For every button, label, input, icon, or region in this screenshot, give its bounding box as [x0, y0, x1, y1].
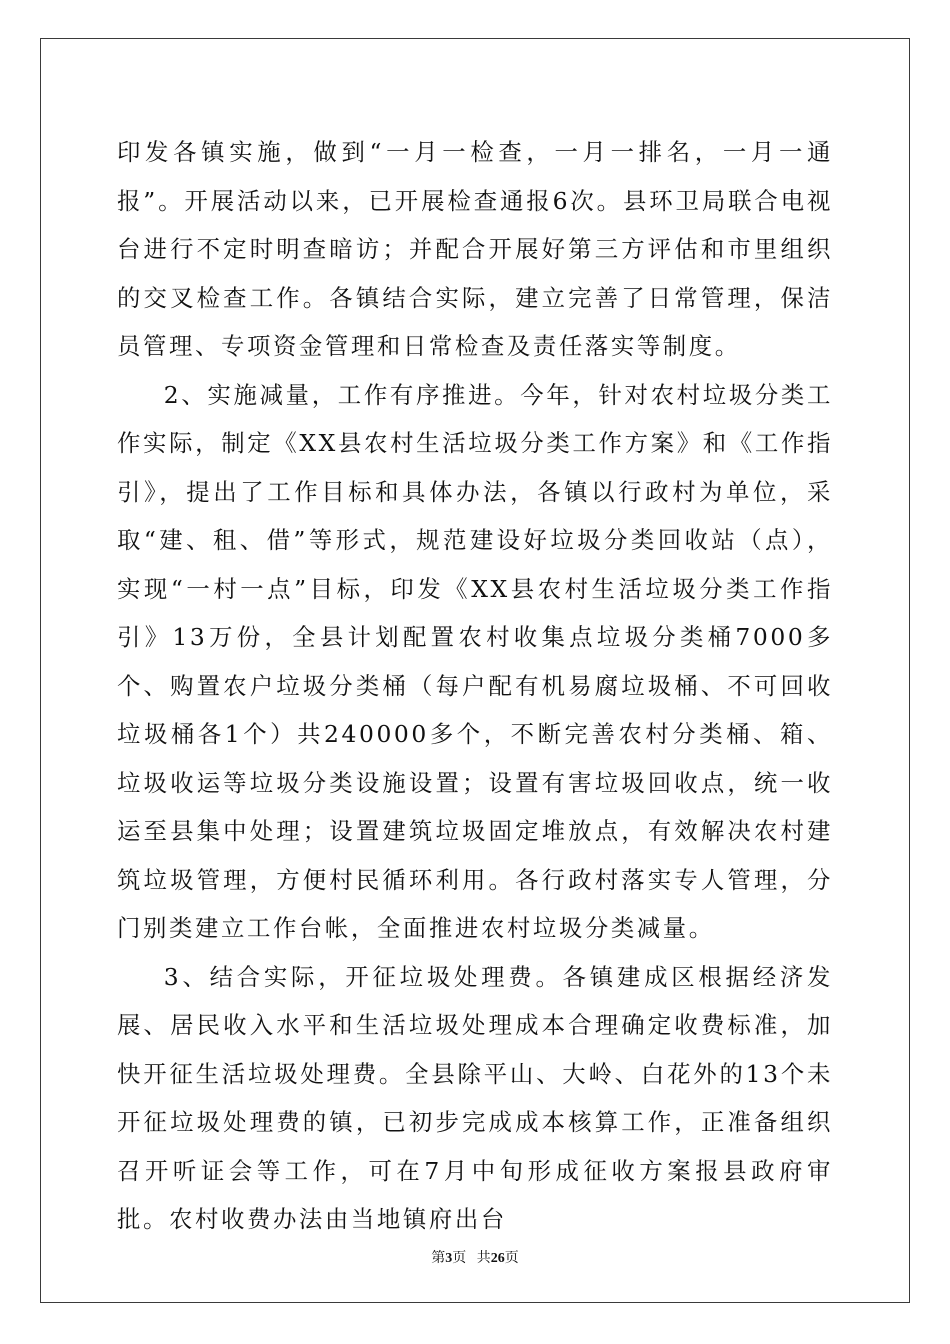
- total-pages: 26: [490, 1251, 505, 1266]
- total-suffix: 页: [504, 1251, 519, 1266]
- page-suffix: 页: [452, 1251, 467, 1266]
- paragraph-item-2: 2、实施减量，工作有序推进。今年，针对农村垃圾分类工作实际，制定《XX县农村生活垃圾分类工作方案》和《工作指引》，提出了工作目标和具体办法，各镇以行政村为单位，采取“建、租、借”等形式，规范建设好垃圾分类回收站（点），实现“一村一点”目标，印发《XX县农村生活垃圾分类工作指引》13万份，全县计划配置农村收集点垃圾分类桶7000多个、购置农户垃圾分类桶（每户配有机易腐垃圾桶、不可回收垃圾桶各1个）共240000多个，不断完善农村分类桶、箱、垃圾收运等垃圾分类设施设置；设置有害垃圾回收点，统一收运至县集中处理；设置建筑垃圾固定堆放点，有效解决农村建筑垃圾管理，方便村民循环利用。各行政村落实专人管理，分门别类建立工作台帐，全面推进农村垃圾分类减量。: [117, 380, 833, 942]
- page-prefix: 第: [431, 1251, 446, 1266]
- document-body: [117, 128, 833, 1244]
- footer-gap: [466, 1251, 477, 1266]
- page-footer: [0, 1247, 950, 1267]
- page-number: 3: [445, 1251, 453, 1266]
- paragraph-item-3: 3、结合实际，开征垃圾处理费。各镇建成区根据经济发展、居民收入水平和生活垃圾处理成本合理确定收费标准，加快开征生活垃圾处理费。全县除平山、大岭、白花外的13个未开征垃圾处理费的镇，已初步完成成本核算工作，正准备组织召开听证会等工作，可在7月中旬形成征收方案报县政府审批。农村收费办法由当地镇府出台: [117, 962, 833, 1233]
- paragraph-continued: 印发各镇实施，做到“一月一检查，一月一排名，一月一通报”。开展活动以来，已开展检查通报6次。县环卫局联合电视台进行不定时明查暗访；并配合开展好第三方评估和市里组织的交叉检查工作。各镇结合实际，建立完善了日常管理，保洁员管理、专项资金管理和日常检查及责任落实等制度。: [117, 138, 833, 360]
- total-prefix: 共: [476, 1251, 491, 1266]
